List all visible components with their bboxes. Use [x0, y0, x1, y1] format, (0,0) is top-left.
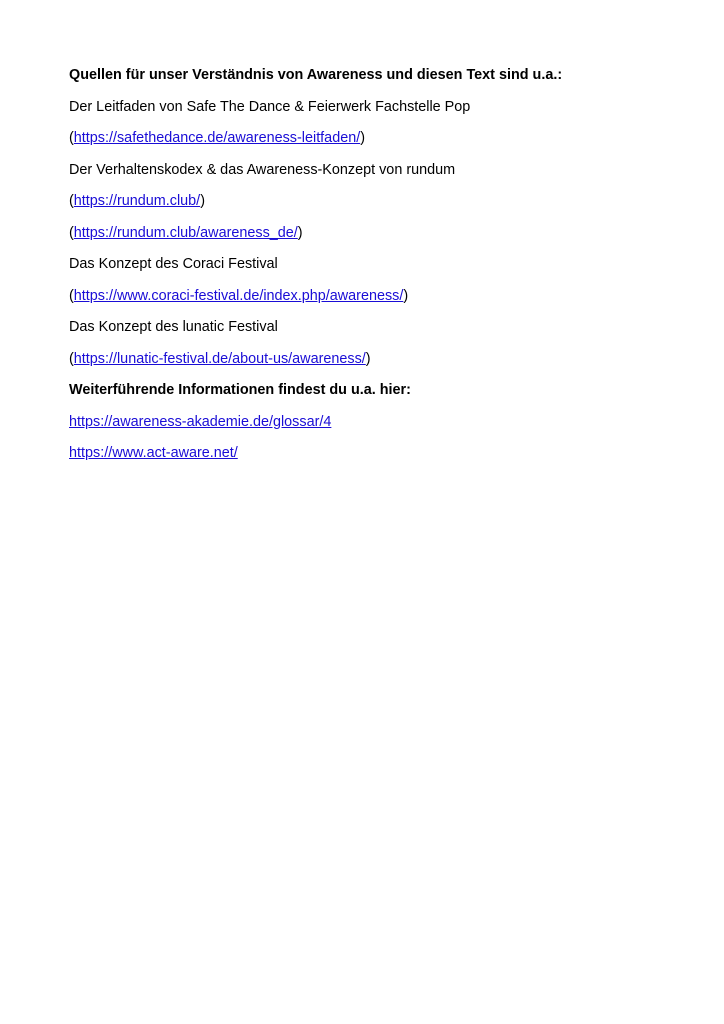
source-link-line-rundum-awareness	[69, 224, 689, 242]
link-rundum-club[interactable]: https://rundum.club/	[73, 193, 201, 209]
source-title-safe-the-dance: Der Leitfaden von Safe The Dance & Feierwerk Fachstelle Pop	[69, 98, 471, 115]
more-link-line-act-aware	[69, 444, 689, 462]
paren-open: (	[69, 130, 74, 146]
source-link-line-safe-the-dance	[69, 129, 689, 147]
source-link-line-coraci	[69, 287, 689, 305]
paren-close: )	[297, 224, 303, 241]
paren-close: )	[200, 193, 205, 209]
link-act-aware[interactable]: https://www.act-aware.net/	[69, 445, 238, 461]
source-title-rundum: Der Verhaltenskodex & das Awareness-Konzept von rundum	[69, 161, 456, 178]
paren-open: (	[69, 193, 74, 209]
paren-open: (	[69, 287, 74, 304]
paren-open: (	[69, 350, 74, 367]
link-coraci-festival[interactable]: https://www.coraci-festival.de/index.php/awareness/	[73, 287, 404, 304]
paren-close: )	[403, 287, 409, 304]
more-link-line-akademie	[69, 413, 689, 431]
source-link-line-rundum	[69, 192, 689, 210]
source-title-lunatic: Das Konzept des lunatic Festival	[69, 319, 278, 335]
more-info-heading: Weiterführende Informationen findest du u.a. hier:	[69, 382, 411, 398]
sources-heading: Quellen für unser Verständnis von Awareness und diesen Text sind u.a.:	[69, 67, 563, 83]
link-awareness-akademie[interactable]: https://awareness-akademie.de/glossar/4	[69, 413, 332, 430]
paren-close: )	[360, 130, 365, 146]
paren-open: (	[69, 224, 74, 241]
link-rundum-awareness[interactable]: https://rundum.club/awareness_de/	[73, 224, 298, 241]
link-safethedance[interactable]: https://safethedance.de/awareness-leitfaden/	[73, 130, 361, 146]
document-page	[69, 66, 689, 476]
source-title-coraci: Das Konzept des Coraci Festival	[69, 256, 278, 272]
paren-close: )	[365, 350, 371, 367]
source-link-line-lunatic	[69, 350, 689, 368]
link-lunatic-festival[interactable]: https://lunatic-festival.de/about-us/awareness/	[73, 350, 366, 367]
